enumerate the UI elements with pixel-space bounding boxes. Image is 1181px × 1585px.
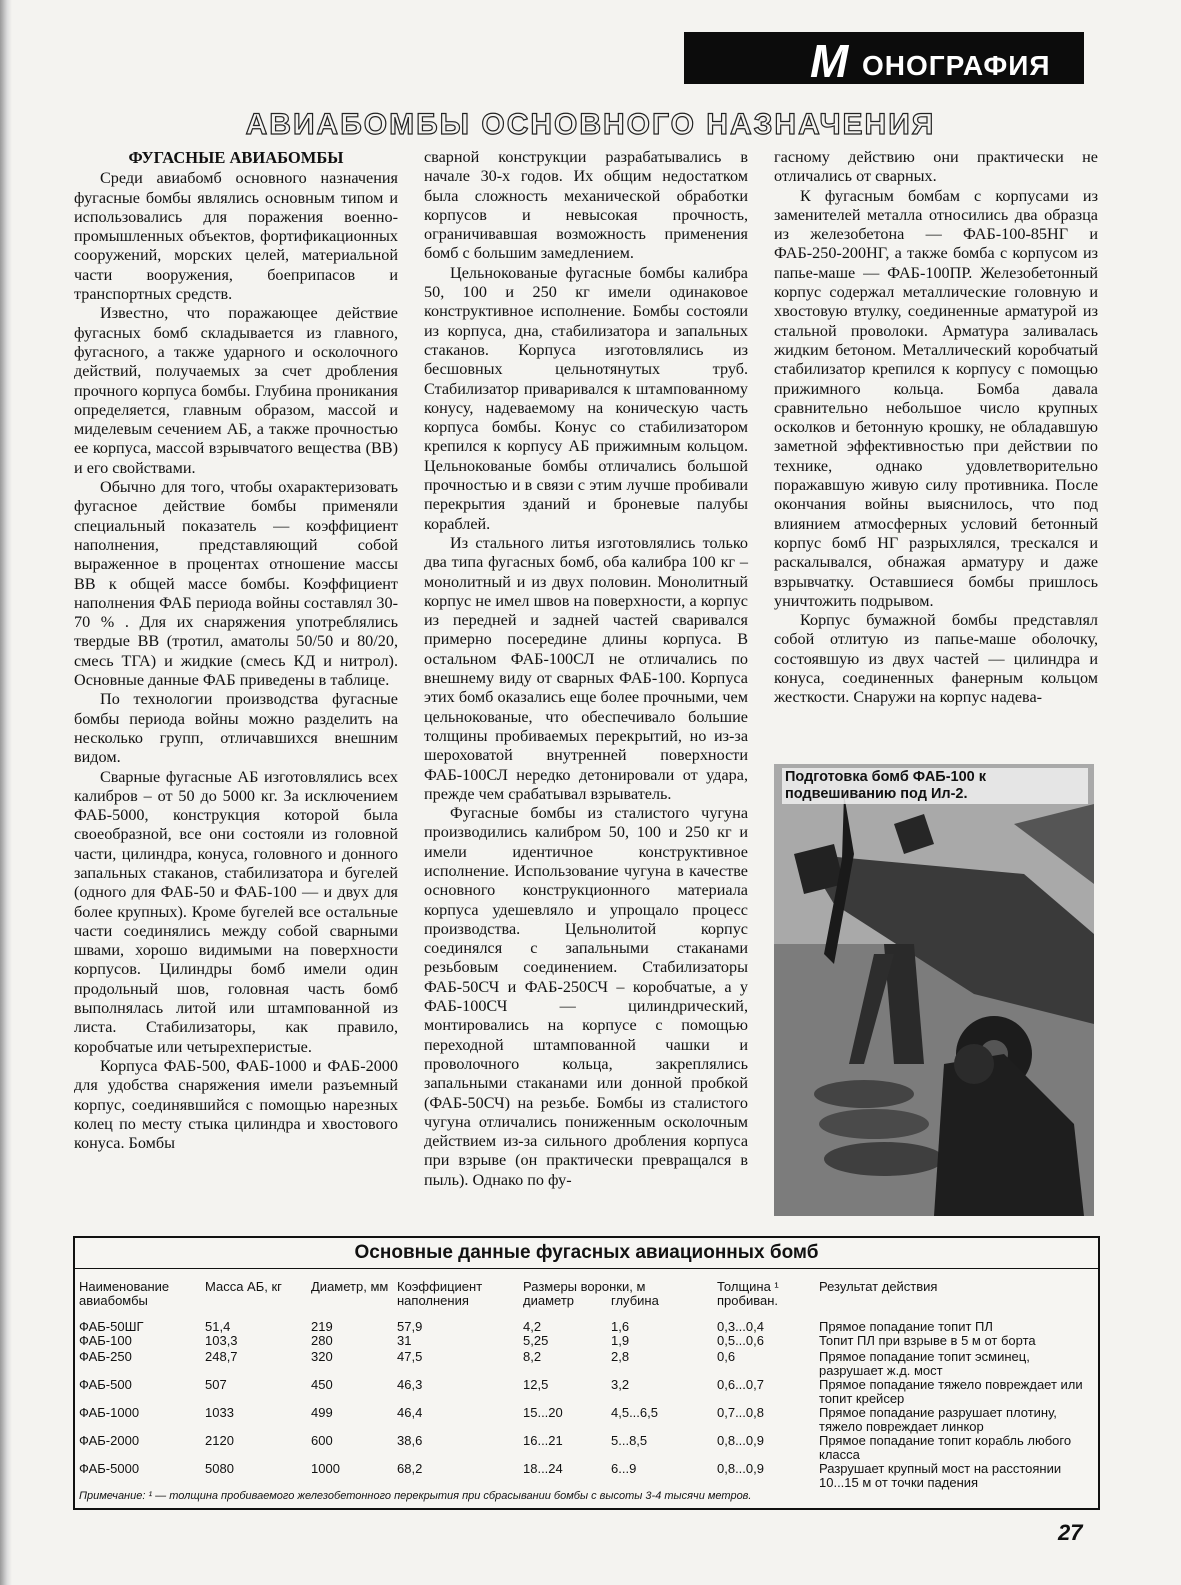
table-cell-cd: 12,5 xyxy=(523,1377,549,1392)
table-cell-mass: 5080 xyxy=(205,1461,234,1476)
table-cell-diam: 600 xyxy=(311,1433,333,1448)
table-cell-diam: 280 xyxy=(311,1333,333,1348)
table-cell-cd: 18...24 xyxy=(523,1461,563,1476)
table-cell-result: Прямое попадание топит корабль любого класса xyxy=(819,1433,1072,1462)
data-table xyxy=(73,1236,1100,1510)
table-cell-diam: 499 xyxy=(311,1405,333,1420)
article-title: АВИАБОМБЫ ОСНОВНОГО НАЗНАЧЕНИЯ xyxy=(245,108,936,141)
header-coefficient: Коэффициент наполнения xyxy=(397,1279,483,1308)
table-cell-cd: 8,2 xyxy=(523,1349,542,1364)
paragraph: Из стального литья изготовлялись только два типа фугасных бомб, оба калибра 100 кг – монолитный и из двух половин. Монолитный корпус не имел швов на поверхности, а корпус из передней и задней частей сваривался примерно посередине длины корпуса. В остальном ФАБ-100СЛ не отличались по внешнему виду от сварных ФАБ-100. Корпуса этих бомб оказались еще более прочными, чем цельнокованые, что обеспечивало большие толщины пробиваемых перекрытий, но из-за шероховатой внутренней поверхности ФАБ-100СЛ нередко детонировали от удара, прежде чем срабатывал взрыватель. xyxy=(424,533,748,803)
paragraph: Известно, что поражающее действие фугасных бомб складывается из главного, фугасного, а также ударного и осколочного действий, получаемых за счет дробления прочного корпуса бомбы. Глубина проникания определяется, главным образом, массой и миделевым сечением АБ, а также прочностью ее корпуса, массой взрывчатого вещества (ВВ) и его свойствами. xyxy=(74,304,398,477)
table-cell-coef: 57,9 xyxy=(397,1319,423,1334)
paragraph: Фугасные бомбы из сталистого чугуна производились калибром 50, 100 и 250 кг и имели идентичное конструктивное исполнение. Использование чугуна в качестве основного конструкционного материала корпуса удешевляло и упрощало процесс производства. Цельнолитой корпус соединялся с запальными стаканами резьбовым соединением. Стабилизаторы ФАБ-50СЧ и ФАБ-250СЧ – коробчатые, а у ФАБ-100СЧ — цилиндрический, монтировались на корпусе с помощью переходной штампованной чашки и проволочного кольца, закреплялись запальными стаканами или донной пробкой (ФАБ-50СЧ) на резьбе. Бомбы из сталистого чугуна отличались пониженным осколочным действием из-за сильного дробления корпуса при взрыве (он практически превращался в пыль). Однако по фу- xyxy=(424,804,748,1189)
paragraph: Корпуса ФАБ-500, ФАБ-1000 и ФАБ-2000 для удобства снаряжения имели разъемный корпус, соединявшийся с помощью нарезных колец по месту стыка цилиндра и хвостового конуса. Бомбы xyxy=(74,1056,398,1153)
table-cell-result: Прямое попадание разрушает плотину, тяжело повреждает линкор xyxy=(819,1405,1057,1434)
table-cell-coef: 31 xyxy=(397,1333,412,1348)
photo-caption: Подготовка бомб ФАБ-100 к подвешиванию под Ил-2. xyxy=(782,768,1088,804)
table-cell-cg: 2,8 xyxy=(611,1349,630,1364)
table-cell-cg: 3,2 xyxy=(611,1377,630,1392)
table-cell-cg: 4,5...6,5 xyxy=(611,1405,658,1420)
table-cell-coef: 68,2 xyxy=(397,1461,423,1476)
table-cell-thick: 0,6...0,7 xyxy=(717,1377,764,1392)
table-cell-name: ФАБ-5000 xyxy=(79,1461,140,1476)
header-crater: Размеры воронки, м xyxy=(523,1279,646,1294)
table-cell-mass: 51,4 xyxy=(205,1319,231,1334)
table-cell-result: Прямое попадание топит эсминец, разрушает ж.д. мост xyxy=(819,1349,1030,1378)
table-cell-cg: 5...8,5 xyxy=(611,1433,648,1448)
table-cell-mass: 2120 xyxy=(205,1433,234,1448)
table-note: Примечание: ¹ — толщина пробиваемого железобетонного перекрытия при сбрасывании бомбы с высоты 3-4 тысячи метров. xyxy=(79,1490,752,1502)
table-cell-mass: 1033 xyxy=(205,1405,234,1420)
table-divider xyxy=(75,1268,1098,1269)
paragraph: гасному действию они практически не отличались от сварных. xyxy=(774,148,1098,186)
table-cell-name: ФАБ-50ШГ xyxy=(79,1319,144,1334)
table-cell-mass: 248,7 xyxy=(205,1349,238,1364)
text-column-2 xyxy=(424,148,748,1190)
table-cell-result: Топит ПЛ при взрыве в 5 м от борта xyxy=(819,1333,1036,1348)
paragraph: Цельнокованые фугасные бомбы калибра 50, 100 и 250 кг имели одинаковое конструктивное исполнение. Бомбы состояли из корпуса, дна, стабилизатора и запальных стаканов. Корпуса изготовлялись из бесшовных цельнотянутых труб. Стабилизатор приваривался к штампованному конусу, надеваемому на коническую часть корпуса бомбы. Конус со стабилизатором крепился к корпусу АБ прижимным кольцом. Цельнокованые бомбы отличались большой прочностью и в связи с этим лучше пробивали перекрытия зданий и броневые палубы кораблей. xyxy=(424,263,748,533)
section-heading: ФУГАСНЫЕ АВИАБОМБЫ xyxy=(128,148,344,167)
table-cell-thick: 0,5...0,6 xyxy=(717,1333,764,1348)
paragraph: Среди авиабомб основного назначения фугасные бомбы являлись основным типом и использовались для поражения военно-промышленных объектов, фортификационных сооружений, морских целей, материальной части вооружения, боеприпасов и транспортных средств. xyxy=(74,169,398,304)
header-thickness: Толщина ¹ пробиван. xyxy=(717,1279,779,1308)
section-logo-letter: М xyxy=(810,35,847,87)
table-cell-result: Разрушает крупный мост на расстоянии 10...15 м от точки падения xyxy=(819,1461,1062,1490)
table-cell-mass: 507 xyxy=(205,1377,227,1392)
table-cell-result: Прямое попадание тяжело повреждает или топит крейсер xyxy=(819,1377,1083,1406)
table-cell-coef: 46,3 xyxy=(397,1377,423,1392)
table-cell-cg: 6...9 xyxy=(611,1461,637,1476)
table-cell-cg: 1,6 xyxy=(611,1319,630,1334)
table-cell-thick: 0,8...0,9 xyxy=(717,1461,764,1476)
table-cell-name: ФАБ-250 xyxy=(79,1349,132,1364)
paragraph: Сварные фугасные АБ изготовлялись всех калибров – от 50 до 5000 кг. За исключением ФАБ-5000, конструкция которой была своеобразной, все они состояли из головной части, цилиндра, конуса, головного и донного запальных стаканов, стабилизатора и бугелей (одного для ФАБ-50 и ФАБ-100 — и двух для более крупных). Кроме бугелей все остальные части соединялись между собой сварными швами, хорошо видимыми на поверхности корпусов. Цилиндры бомб имели один продольный шов, головная часть бомб выполнялась литой или штампованной из листа. Стабилизаторы, как правило, коробчатые или четырехперистые. xyxy=(74,767,398,1056)
paragraph: Обычно для того, чтобы охарактеризовать фугасное действие бомбы применяли специальный показатель — коэффициент наполнения, представляющий собой выраженное в процентах отношение массы ВВ к общей массе бомбы. Коэффициент наполнения ФАБ периода войны составлял 30-70 % . Для их снаряжения употреблялись твердые ВВ (тротил, аматолы 50/50 и 80/20, смесь ТГА) и жидкие (смесь КД и нитрол). Основные данные ФАБ приведены в таблице. xyxy=(74,478,398,690)
table-cell-diam: 219 xyxy=(311,1319,333,1334)
table-cell-coef: 46,4 xyxy=(397,1405,423,1420)
table-cell-name: ФАБ-100 xyxy=(79,1333,132,1348)
header-crater-depth: глубина xyxy=(611,1293,659,1308)
text-column-3 xyxy=(774,148,1098,708)
table-cell-thick: 0,8...0,9 xyxy=(717,1433,764,1448)
table-cell-diam: 320 xyxy=(311,1349,333,1364)
table-cell-coef: 47,5 xyxy=(397,1349,423,1364)
table-cell-cd: 5,25 xyxy=(523,1333,549,1348)
table-cell-thick: 0,7...0,8 xyxy=(717,1405,764,1420)
paragraph: Корпус бумажной бомбы представлял собой отлитую из папье-маше оболочку, состоявшую из двух частей — цилиндра и конуса, соединенных фанерным кольцом жесткости. Снаружи на корпус надева- xyxy=(774,611,1098,707)
aircraft-photo xyxy=(774,764,1094,1216)
page-number: 27 xyxy=(1058,1520,1083,1545)
table-cell-name: ФАБ-500 xyxy=(79,1377,132,1392)
table-cell-cd: 4,2 xyxy=(523,1319,542,1334)
table-cell-diam: 1000 xyxy=(311,1461,340,1476)
table-cell-cd: 16...21 xyxy=(523,1433,563,1448)
table-cell-thick: 0,6 xyxy=(717,1349,736,1364)
table-cell-diam: 450 xyxy=(311,1377,333,1392)
header-crater-diameter: диаметр xyxy=(523,1293,574,1308)
table-cell-coef: 38,6 xyxy=(397,1433,423,1448)
paragraph: сварной конструкции разрабатывались в начале 30-х годов. Их общим недостатком была сложность механической обработки корпусов и невысокая прочность, ограничивавшая возможность применения бомб с большим замедлением. xyxy=(424,148,748,263)
table-cell-name: ФАБ-2000 xyxy=(79,1433,140,1448)
table-cell-result: Прямое попадание топит ПЛ xyxy=(819,1319,993,1334)
photo-illustration xyxy=(774,764,1094,1216)
table-title: Основные данные фугасных авиационных бомб xyxy=(354,1242,819,1263)
section-logo-text: ОНОГРАФИЯ xyxy=(862,50,1051,81)
table-cell-cg: 1,9 xyxy=(611,1333,630,1348)
paragraph: По технологии производства фугасные бомбы периода войны можно разделить на несколько групп, отличавшихся внешним видом. xyxy=(74,690,398,767)
header-result: Результат действия xyxy=(819,1279,938,1294)
page-spine xyxy=(0,0,12,1585)
paragraph: К фугасным бомбам с корпусами из заменителей металла относились два образца из железобетона — ФАБ-100-85НГ и ФАБ-250-200НГ, а также бомба с корпусом из папье-маше — ФАБ-100ПР. Железобетонный корпус содержал металлические головную и хвостовую втулку, соединенные арматурой из стальной проволоки. Арматура заливалась жидким бетоном. Металлический коробчатый стабилизатор крепился к корпусу с помощью прижимного кольца. Бомба давала сравнительно небольшое число крупных осколков и бетонную крошку, не обладавшую заметной эффективностью при действии по технике, однако удовлетворительно поражавшую живую силу противника. После окончания войны выяснилось, что под влиянием атмосферных условий бетонный корпус бомб НГ разрыхлялся, трескался и раскалывался, обнажая арматуру и даже взрывчатку. Оставшиеся бомбы пришлось уничтожить подрывом. xyxy=(774,186,1098,610)
text-column-1 xyxy=(74,148,398,1153)
table-cell-thick: 0,3...0,4 xyxy=(717,1319,764,1334)
header-name: Наименование авиабомбы xyxy=(79,1279,170,1308)
table-cell-mass: 103,3 xyxy=(205,1333,238,1348)
header-diameter: Диаметр, мм xyxy=(311,1279,389,1294)
table-cell-name: ФАБ-1000 xyxy=(79,1405,140,1420)
table-cell-cd: 15...20 xyxy=(523,1405,563,1420)
header-mass: Масса АБ, кг xyxy=(205,1279,282,1294)
